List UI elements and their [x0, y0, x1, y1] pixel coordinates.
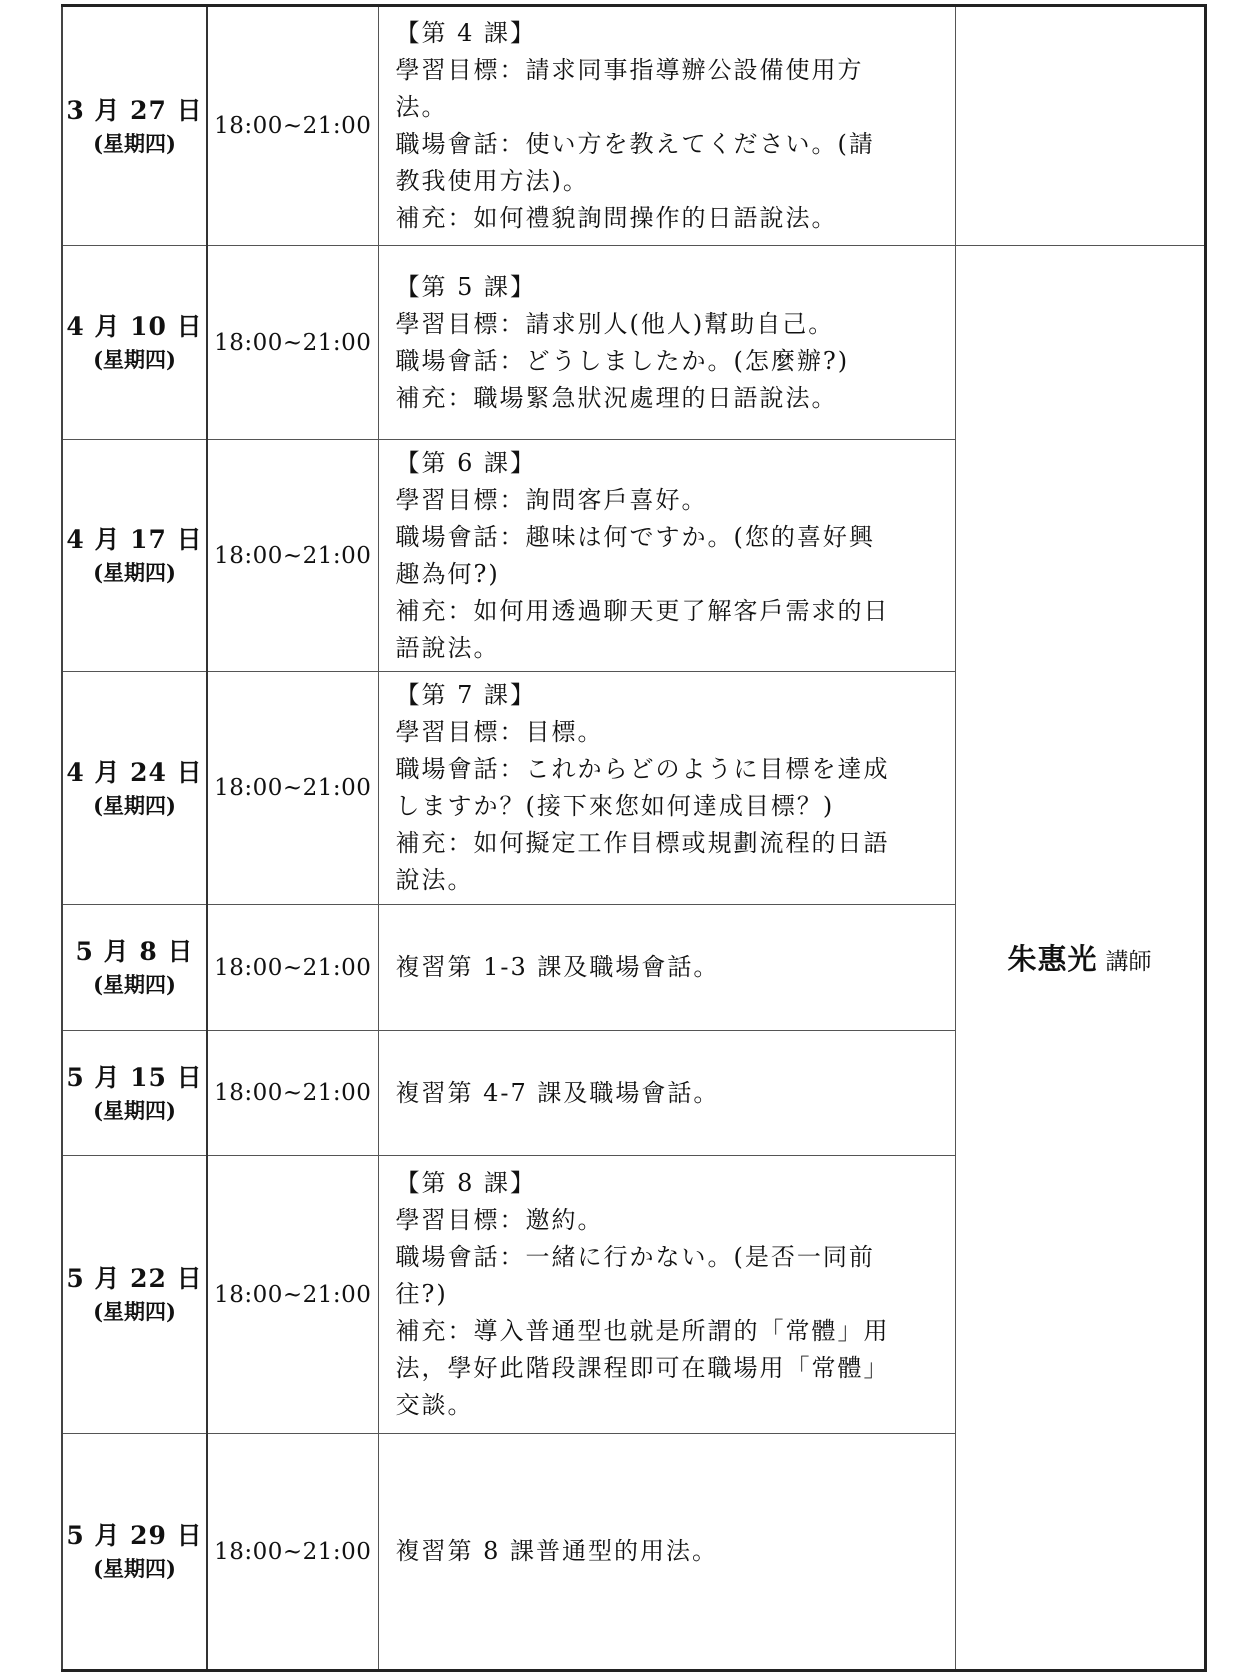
session-time: 18:00~21:00: [207, 1434, 378, 1671]
session-weekday: (星期四): [93, 560, 176, 586]
session-content: [378, 440, 955, 672]
date-cell: [62, 672, 207, 905]
session-content: [378, 1156, 955, 1434]
content-line: 複習第 4-7 課及職場會話。: [395, 1078, 720, 1107]
session-weekday: (星期四): [93, 1556, 176, 1582]
content-line: 補充：如何擬定工作目標或規劃流程的日語: [395, 829, 890, 857]
session-weekday: (星期四): [93, 347, 176, 373]
date-cell: [62, 6, 207, 246]
session-date: 5 月 29 日: [66, 1521, 203, 1551]
content-line: 法。: [395, 93, 448, 121]
content-line: 複習第 1-3 課及職場會話。: [395, 953, 720, 981]
session-time: 18:00~21:00: [207, 440, 378, 672]
session-content: [378, 905, 955, 1031]
session-content: [378, 672, 955, 905]
date-cell: [62, 1434, 207, 1671]
teacher-cell-empty: [955, 6, 1205, 246]
schedule-row: [62, 6, 1205, 246]
content-line: 法，學好此階段課程即可在職場用「常體」: [395, 1354, 890, 1382]
content-line: 補充：導入普通型也就是所謂的「常體」用: [395, 1317, 890, 1345]
session-time: 18:00~21:00: [207, 6, 378, 246]
content-line: 趣為何?): [395, 559, 500, 588]
teacher-name: 朱惠光: [1007, 942, 1098, 976]
session-date: 4 月 24 日: [66, 757, 203, 787]
content-line: 學習目標：邀約。: [395, 1206, 604, 1234]
schedule-row: [62, 246, 1205, 440]
content-line: 【第 7 課】: [395, 681, 537, 709]
session-date: 5 月 15 日: [66, 1062, 203, 1092]
session-date: 5 月 8 日: [75, 937, 194, 967]
session-time: 18:00~21:00: [207, 905, 378, 1031]
content-line: しますか？(接下來您如何達成目標？): [395, 792, 835, 820]
session-content: [378, 6, 955, 246]
content-line: 往?): [395, 1280, 448, 1308]
content-line: 補充：如何用透過聊天更了解客戶需求的日: [395, 596, 890, 625]
content-line: 說法。: [395, 866, 474, 894]
session-date: 5 月 22 日: [66, 1264, 203, 1294]
date-cell: [62, 905, 207, 1031]
content-line: 補充：如何禮貌詢問操作的日語說法。: [395, 204, 838, 232]
content-line: 職場會話：使い方を教えてください。(請: [395, 130, 875, 158]
session-weekday: (星期四): [93, 130, 176, 156]
content-line: 學習目標：目標。: [395, 718, 604, 746]
teacher-cell: [955, 246, 1205, 1671]
session-content: [378, 246, 955, 440]
session-date: 4 月 17 日: [66, 525, 203, 555]
content-line: 職場會話：一緒に行かない。(是否一同前: [395, 1243, 875, 1271]
content-line: 學習目標：請求別人(他人)幫助自己。: [395, 309, 835, 338]
session-date: 3 月 27 日: [66, 95, 203, 125]
content-line: 學習目標：請求同事指導辦公設備使用方: [395, 56, 864, 84]
course-schedule-table: [61, 4, 1207, 1672]
content-line: 職場會話：これからどのように目標を達成: [395, 755, 890, 783]
content-line: 教我使用方法)。: [395, 167, 589, 195]
session-time: 18:00~21:00: [207, 1031, 378, 1156]
content-line: 交談。: [395, 1391, 474, 1419]
session-weekday: (星期四): [93, 972, 176, 998]
date-cell: [62, 1156, 207, 1434]
content-line: 職場會話：どうしましたか。(怎麼辦?): [395, 346, 850, 375]
content-line: 複習第 8 課普通型的用法。: [395, 1537, 719, 1565]
teacher-title: 講師: [1105, 949, 1152, 975]
session-time: 18:00~21:00: [207, 672, 378, 905]
session-content: [378, 1434, 955, 1671]
session-content: [378, 1031, 955, 1156]
date-cell: [62, 440, 207, 672]
session-weekday: (星期四): [93, 792, 176, 818]
content-line: 職場會話：趣味は何ですか。(您的喜好興: [395, 522, 875, 551]
session-date: 4 月 10 日: [66, 312, 203, 342]
date-cell: [62, 246, 207, 440]
session-time: 18:00~21:00: [207, 246, 378, 440]
content-line: 【第 8 課】: [395, 1169, 537, 1197]
content-line: 【第 6 課】: [395, 448, 537, 477]
content-line: 學習目標：詢問客戶喜好。: [395, 485, 708, 514]
content-line: 【第 5 課】: [395, 272, 537, 301]
session-time: 18:00~21:00: [207, 1156, 378, 1434]
session-weekday: (星期四): [93, 1299, 176, 1325]
date-cell: [62, 1031, 207, 1156]
content-line: 補充：職場緊急狀況處理的日語說法。: [395, 383, 838, 412]
content-line: 語說法。: [395, 633, 500, 662]
content-line: 【第 4 課】: [395, 19, 537, 47]
session-weekday: (星期四): [93, 1097, 176, 1123]
